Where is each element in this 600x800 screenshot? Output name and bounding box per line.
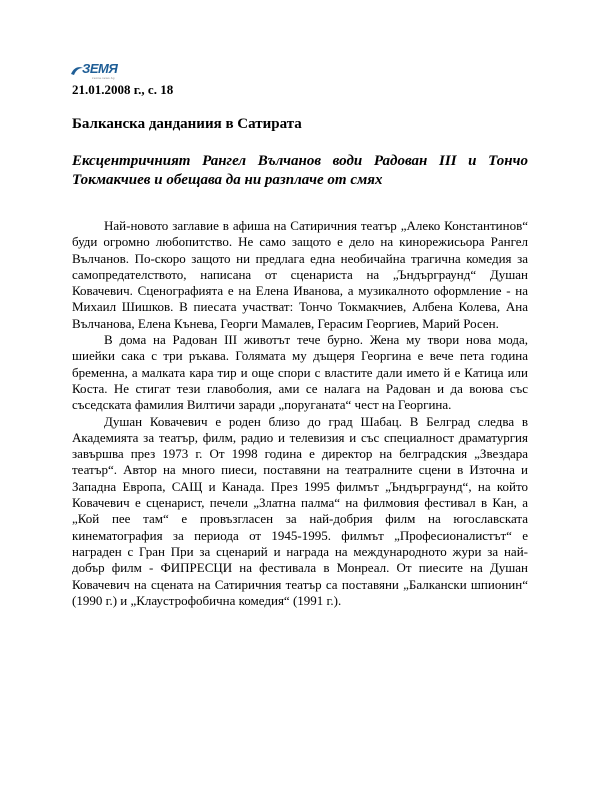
article-paragraph: Най-новото заглавие в афиша на Сатиричния театър „Алеко Константинов“ буди огромно любопитство. Не само защото е дело на кинорежисьора Рангел Вълчанов. По-скоро защото ни предлага една необичайна трагична комедия за самопредателството, написана от сценариста на „Ъндърграунд“ Душан Ковачевич. Сценографията е на Елена Иванова, а музикалното оформление - на Михаил Шишков. В пиесата участват: Тончо Токмакчиев, Албена Колева, Ана Вълчанова, Елена Кънева, Георги Мамалев, Герасим Георгиев, Марий Росен. xyxy=(72,218,528,331)
publication-dateline: 21.01.2008 г., с. 18 xyxy=(72,82,174,97)
article-headline: Балканска данданиия в Сатирата xyxy=(72,116,302,132)
article-subheadline: Ексцентричният Рангел Вълчанов води Радован III и Тончо Токмакчиев и обещава да ни разплаче от смях xyxy=(72,153,528,188)
article-body xyxy=(72,218,528,609)
article-paragraph: Душан Ковачевич е роден близо до град Шабац. В Белград следва в Академията за театър, филм, радио и телевизия и със специалност драматургия завършва през 1973 г. От 1998 година е директор на белградския „Звездара театър“. Автор на много пиеси, поставяни на театралните сцени в Източна и Западна Европа, САЩ и Канада. През 1995 филмът „Ъндърграунд“, на който Ковачевич е сценарист, печели „Златна палма“ на филмовия фестивал в Кан, а „Кой пее там“ е провъзгласен за най-добрия филм на югославската кинематография за периода от 1945-1995. филмът „Професионалистът“ е награден с Гран При за сценарий и награда на международното жури за най-добър филм - ФИПРЕСЦИ на фестивала в Монреал. От пиесите на Душан Ковачевич на сцената на Сатиричния театър са поставяни „Балкански шпионин“ (1990 г.) и „Клаустрофобична комедия“ (1991 г.). xyxy=(72,413,528,608)
logo-subtext: zemia.news.bg xyxy=(92,76,115,80)
logo-wordmark: ЗЕМЯ xyxy=(82,61,118,76)
article-paragraph: В дома на Радован III животът тече бурно. Жена му твори нова мода, шиейки сака с три ръкава. Голямата му дъщеря Георгина е вече пета година бременна, а малката кара тир и още спори с властите дали името й е Катица или Коста. Не стигат тези главоболия, ами се налага на Радован и да воюва със съседската фамилия Вилтичи заради „поруганата“ чест на Георгина. xyxy=(72,332,528,413)
newspaper-logo xyxy=(72,61,124,82)
